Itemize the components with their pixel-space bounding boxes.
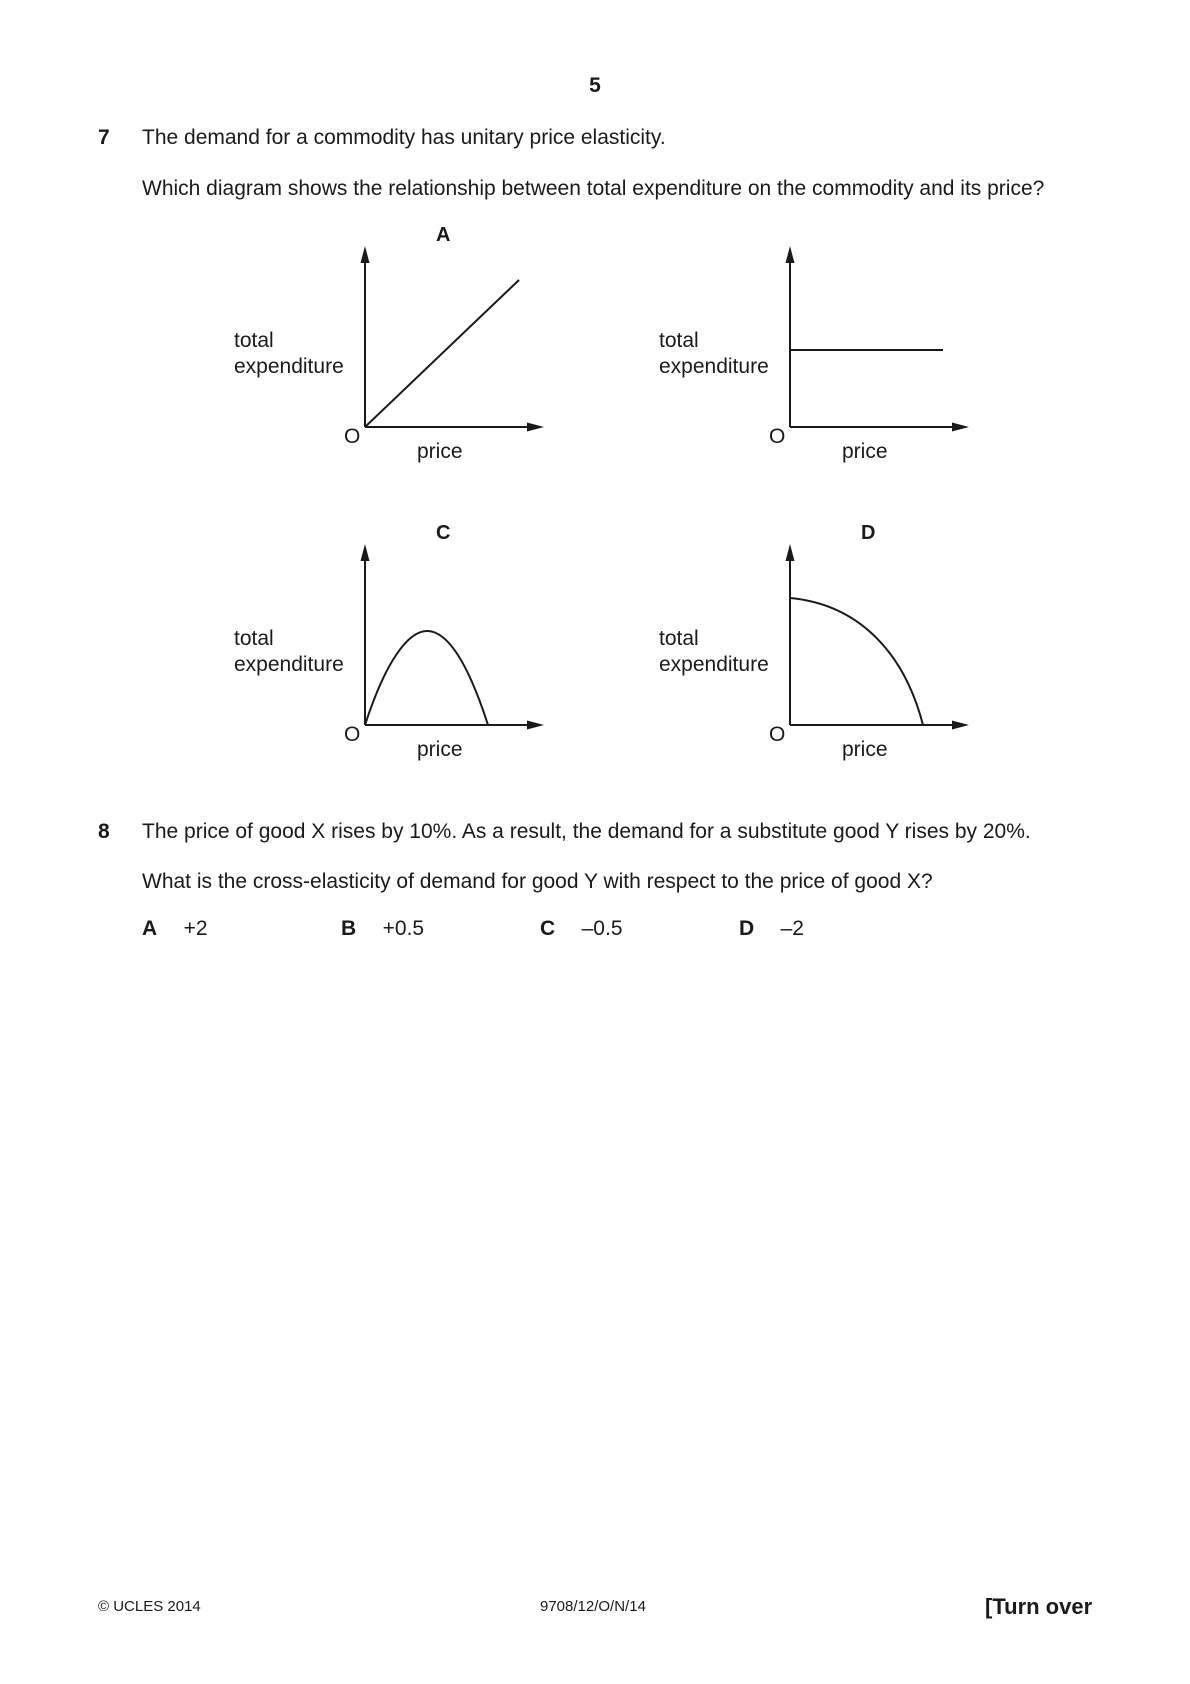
option-a-value: +2 [183, 917, 208, 940]
ylabel-line-2: expenditure [234, 653, 344, 676]
expenditure-curve [365, 280, 519, 427]
graph-d-xlabel: price [842, 738, 888, 761]
ylabel-line-1: total [234, 627, 274, 650]
ylabel-line-1: total [659, 627, 699, 650]
y-axis-arrow [361, 246, 370, 263]
ylabel-line-2: expenditure [659, 653, 769, 676]
option-b-letter: B [341, 917, 357, 940]
y-axis-arrow [786, 246, 795, 263]
x-axis-arrow [952, 423, 969, 432]
graph-b-xlabel: price [842, 440, 888, 463]
graph-d-letter: D [861, 522, 876, 544]
expenditure-curve [365, 631, 488, 725]
option-b [341, 917, 424, 941]
graph-b-origin: O [769, 425, 786, 448]
footer-turn-over: [Turn over [985, 1594, 1093, 1619]
graph-c-letter: C [436, 522, 451, 544]
question-7-prompt: Which diagram shows the relationship between total expenditure on the commodity and its price? [142, 177, 1045, 200]
option-d-letter: D [739, 917, 755, 940]
graph-c [220, 518, 550, 788]
x-axis-arrow [527, 423, 544, 432]
graph-a-origin: O [344, 425, 361, 448]
graph-b [645, 220, 975, 490]
ylabel-line-1: total [659, 329, 699, 352]
ylabel-line-2: expenditure [234, 355, 344, 378]
option-d-value: –2 [780, 917, 804, 940]
question-8-number: 8 [98, 820, 110, 843]
footer-copyright: © UCLES 2014 [98, 1598, 201, 1615]
ylabel-line-2: expenditure [659, 355, 769, 378]
graph-d-axes-and-curve [645, 518, 975, 788]
option-d [739, 917, 804, 941]
graph-c-axes-and-curve [220, 518, 550, 788]
option-c-letter: C [540, 917, 556, 940]
option-c-value: –0.5 [581, 917, 623, 940]
graph-c-origin: O [344, 723, 361, 746]
question-8-prompt: What is the cross-elasticity of demand for good Y with respect to the price of good X? [142, 870, 933, 893]
graph-b-axes-and-curve [645, 220, 975, 490]
x-axis-arrow [952, 721, 969, 730]
graph-d-origin: O [769, 723, 786, 746]
ylabel-line-1: total [234, 329, 274, 352]
x-axis-arrow [527, 721, 544, 730]
question-8-text: The price of good X rises by 10%. As a result, the demand for a substitute good Y rises by 20%. [142, 820, 1031, 843]
graph-c-xlabel: price [417, 738, 463, 761]
footer-paper-code: 9708/12/O/N/14 [540, 1598, 646, 1615]
graph-a-letter: A [436, 224, 451, 246]
question-7-text: The demand for a commodity has unitary price elasticity. [142, 126, 666, 149]
option-a-letter: A [142, 917, 158, 940]
expenditure-curve [790, 598, 923, 725]
graph-d [645, 518, 975, 788]
option-a [142, 917, 208, 941]
graph-a-xlabel: price [417, 440, 463, 463]
option-b-value: +0.5 [382, 917, 425, 940]
page-number: 5 [589, 74, 601, 97]
graph-a [220, 220, 550, 490]
option-c [540, 917, 623, 941]
question-7-number: 7 [98, 126, 110, 149]
y-axis-arrow [361, 544, 370, 561]
graph-a-axes-and-curve [220, 220, 550, 490]
y-axis-arrow [786, 544, 795, 561]
